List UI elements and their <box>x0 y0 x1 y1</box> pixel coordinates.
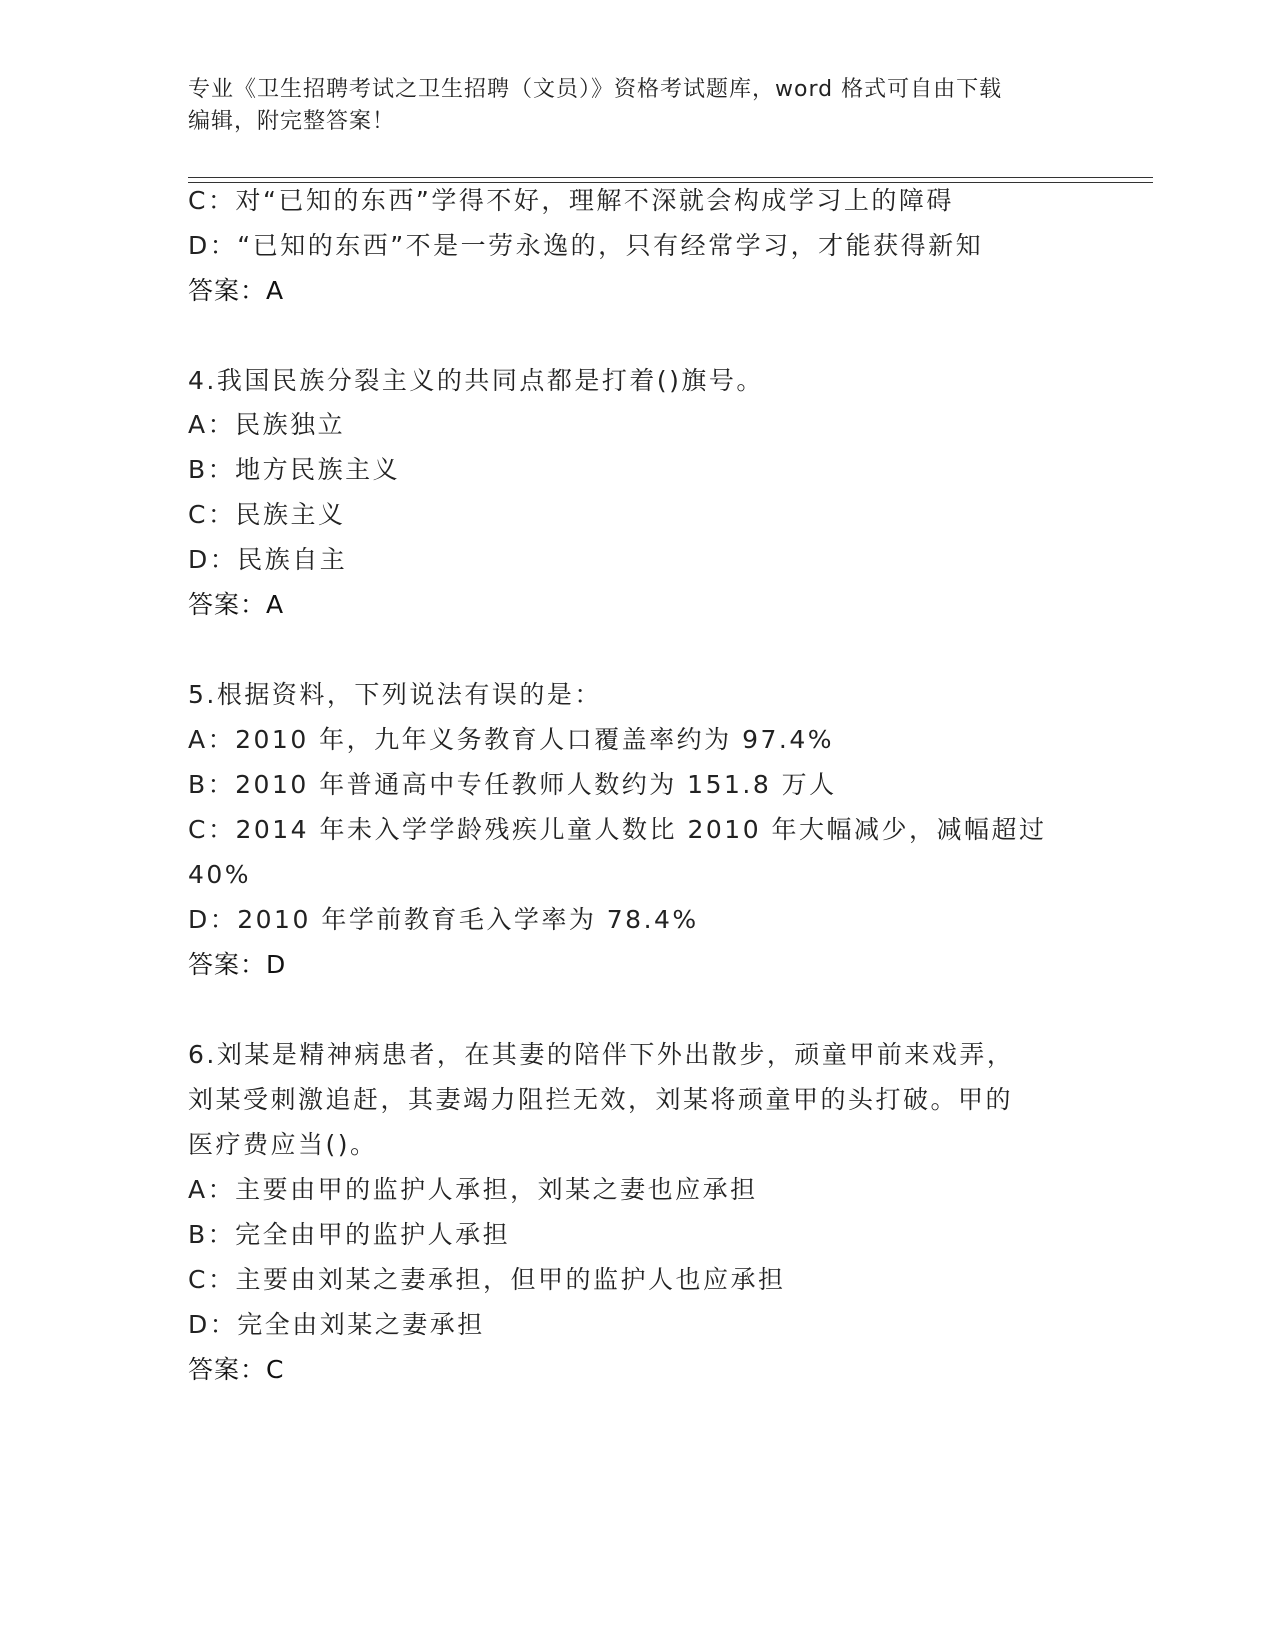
q5-answer: 答案：D <box>188 950 287 979</box>
q6-option-a: A：主要由甲的监护人承担，刘某之妻也应承担 <box>188 1175 758 1204</box>
q5-option-b: B：2010 年普通高中专任教师人数约为 151.8 万人 <box>188 770 837 799</box>
q3-option-c: C：对“已知的东西”学得不好，理解不深就会构成学习上的障碍 <box>188 186 954 215</box>
q3-answer: 答案：A <box>188 276 285 305</box>
q6-stem-line-2: 刘某受刺激追赶，其妻竭力阻拦无效，刘某将顽童甲的头打破。甲的 <box>188 1085 1014 1114</box>
q4-option-c: C：民族主义 <box>188 500 346 529</box>
q4-answer: 答案：A <box>188 590 285 619</box>
q5-option-d: D：2010 年学前教育毛入学率为 78.4% <box>188 905 699 934</box>
q6-stem-line-1: 6.刘某是精神病患者，在其妻的陪伴下外出散步，顽童甲前来戏弄， <box>188 1040 1015 1069</box>
q4-stem: 4.我国民族分裂主义的共同点都是打着()旗号。 <box>188 366 764 395</box>
header-divider-top <box>188 177 1153 178</box>
q6-stem-line-3: 医疗费应当()。 <box>188 1130 378 1159</box>
q4-option-a: A：民族独立 <box>188 410 346 439</box>
q5-stem: 5.根据资料，下列说法有误的是： <box>188 680 602 709</box>
q5-option-c: C：2014 年未入学学龄残疾儿童人数比 2010 年大幅减少，减幅超过 <box>188 815 1047 844</box>
q6-option-d: D：完全由刘某之妻承担 <box>188 1310 485 1339</box>
q5-option-a: A：2010 年，九年义务教育人口覆盖率约为 97.4% <box>188 725 835 754</box>
q6-option-b: B：完全由甲的监护人承担 <box>188 1220 511 1249</box>
q4-option-b: B：地方民族主义 <box>188 455 401 484</box>
q4-option-d: D：民族自主 <box>188 545 348 574</box>
header-line-1: 专业《卫生招聘考试之卫生招聘（文员）》资格考试题库，word 格式可自由下载 <box>188 77 1003 102</box>
q6-option-c: C：主要由刘某之妻承担，但甲的监护人也应承担 <box>188 1265 786 1294</box>
header-line-2: 编辑，附完整答案！ <box>188 109 396 134</box>
q3-option-d: D：“已知的东西”不是一劳永逸的，只有经常学习，才能获得新知 <box>188 231 984 260</box>
document-header <box>188 74 1068 138</box>
q6-answer: 答案：C <box>188 1355 285 1384</box>
q5-option-c-continued: 40% <box>188 860 252 889</box>
